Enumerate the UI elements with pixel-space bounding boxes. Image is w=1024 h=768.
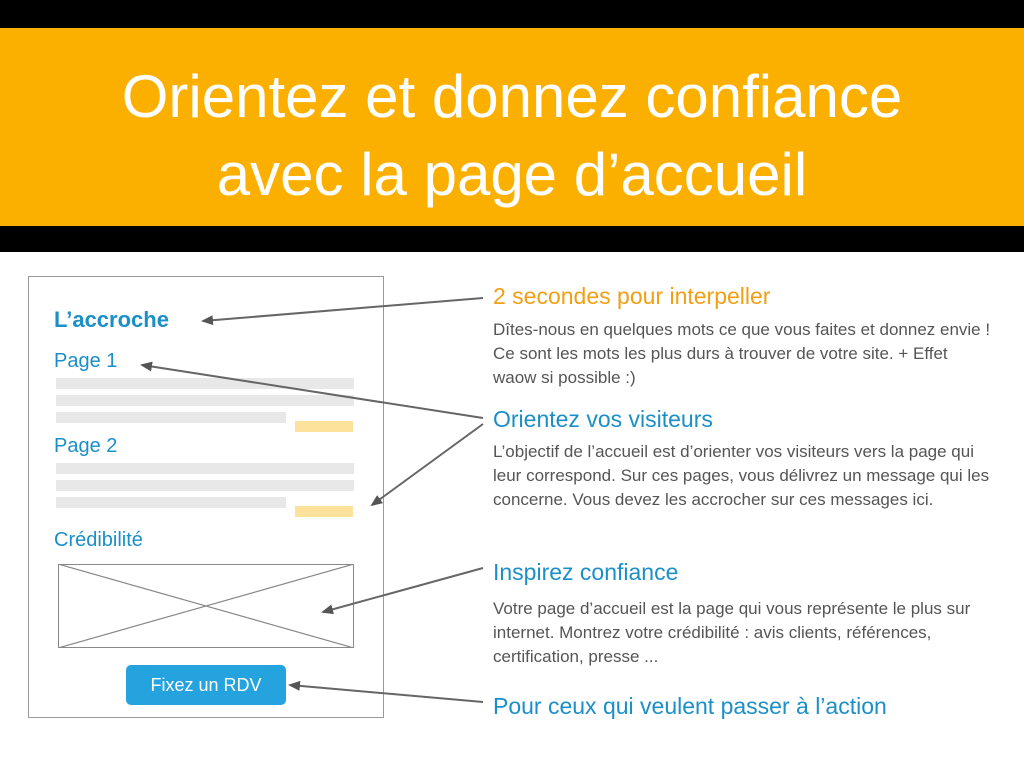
slide-title-line-1: Orientez et donnez confiance (121, 63, 903, 130)
arrow-to-hook (203, 298, 483, 321)
arrow-to-credibility (323, 568, 483, 612)
note-heading-hook: 2 secondes pour interpeller (493, 283, 771, 309)
book-appointment-button[interactable]: Fixez un RDV (126, 665, 286, 705)
note-text-trust: Votre page d’accueil est la page qui vous représente le plus sur internet. Montrez votre crédibilité : avis clients, références, certification, presse ... (493, 599, 971, 666)
note-text-hook: Dîtes-nous en quelques mots ce que vous faites et donnez envie ! Ce sont les mots les plus durs à trouver de votre site. + Effet waow si possible :) (493, 320, 991, 387)
wireframe-hook-label: L’accroche (54, 307, 169, 332)
slide-title-line-2: avec la page d’accueil (216, 141, 808, 208)
wireframe-credibility-label: Crédibilité (54, 529, 143, 551)
note-text-orient: L’objectif de l’accueil est d’orienter vos visiteurs vers la page qui leur correspond. Sur ces pages, vous délivrez un message qui les concerne. Vous devez les accrocher sur ces messages ici. (493, 442, 990, 509)
note-heading-action: Pour ceux qui veulent passer à l’action (493, 693, 887, 719)
arrow-to-page1 (142, 365, 483, 418)
wireframe-page2-label: Page 2 (54, 435, 118, 457)
arrow-to-cta (290, 685, 483, 702)
wireframe-page1-label: Page 1 (54, 350, 118, 372)
arrow-to-page2 (372, 424, 483, 505)
note-heading-trust: Inspirez confiance (493, 559, 679, 585)
note-heading-orient: Orientez vos visiteurs (493, 406, 713, 432)
